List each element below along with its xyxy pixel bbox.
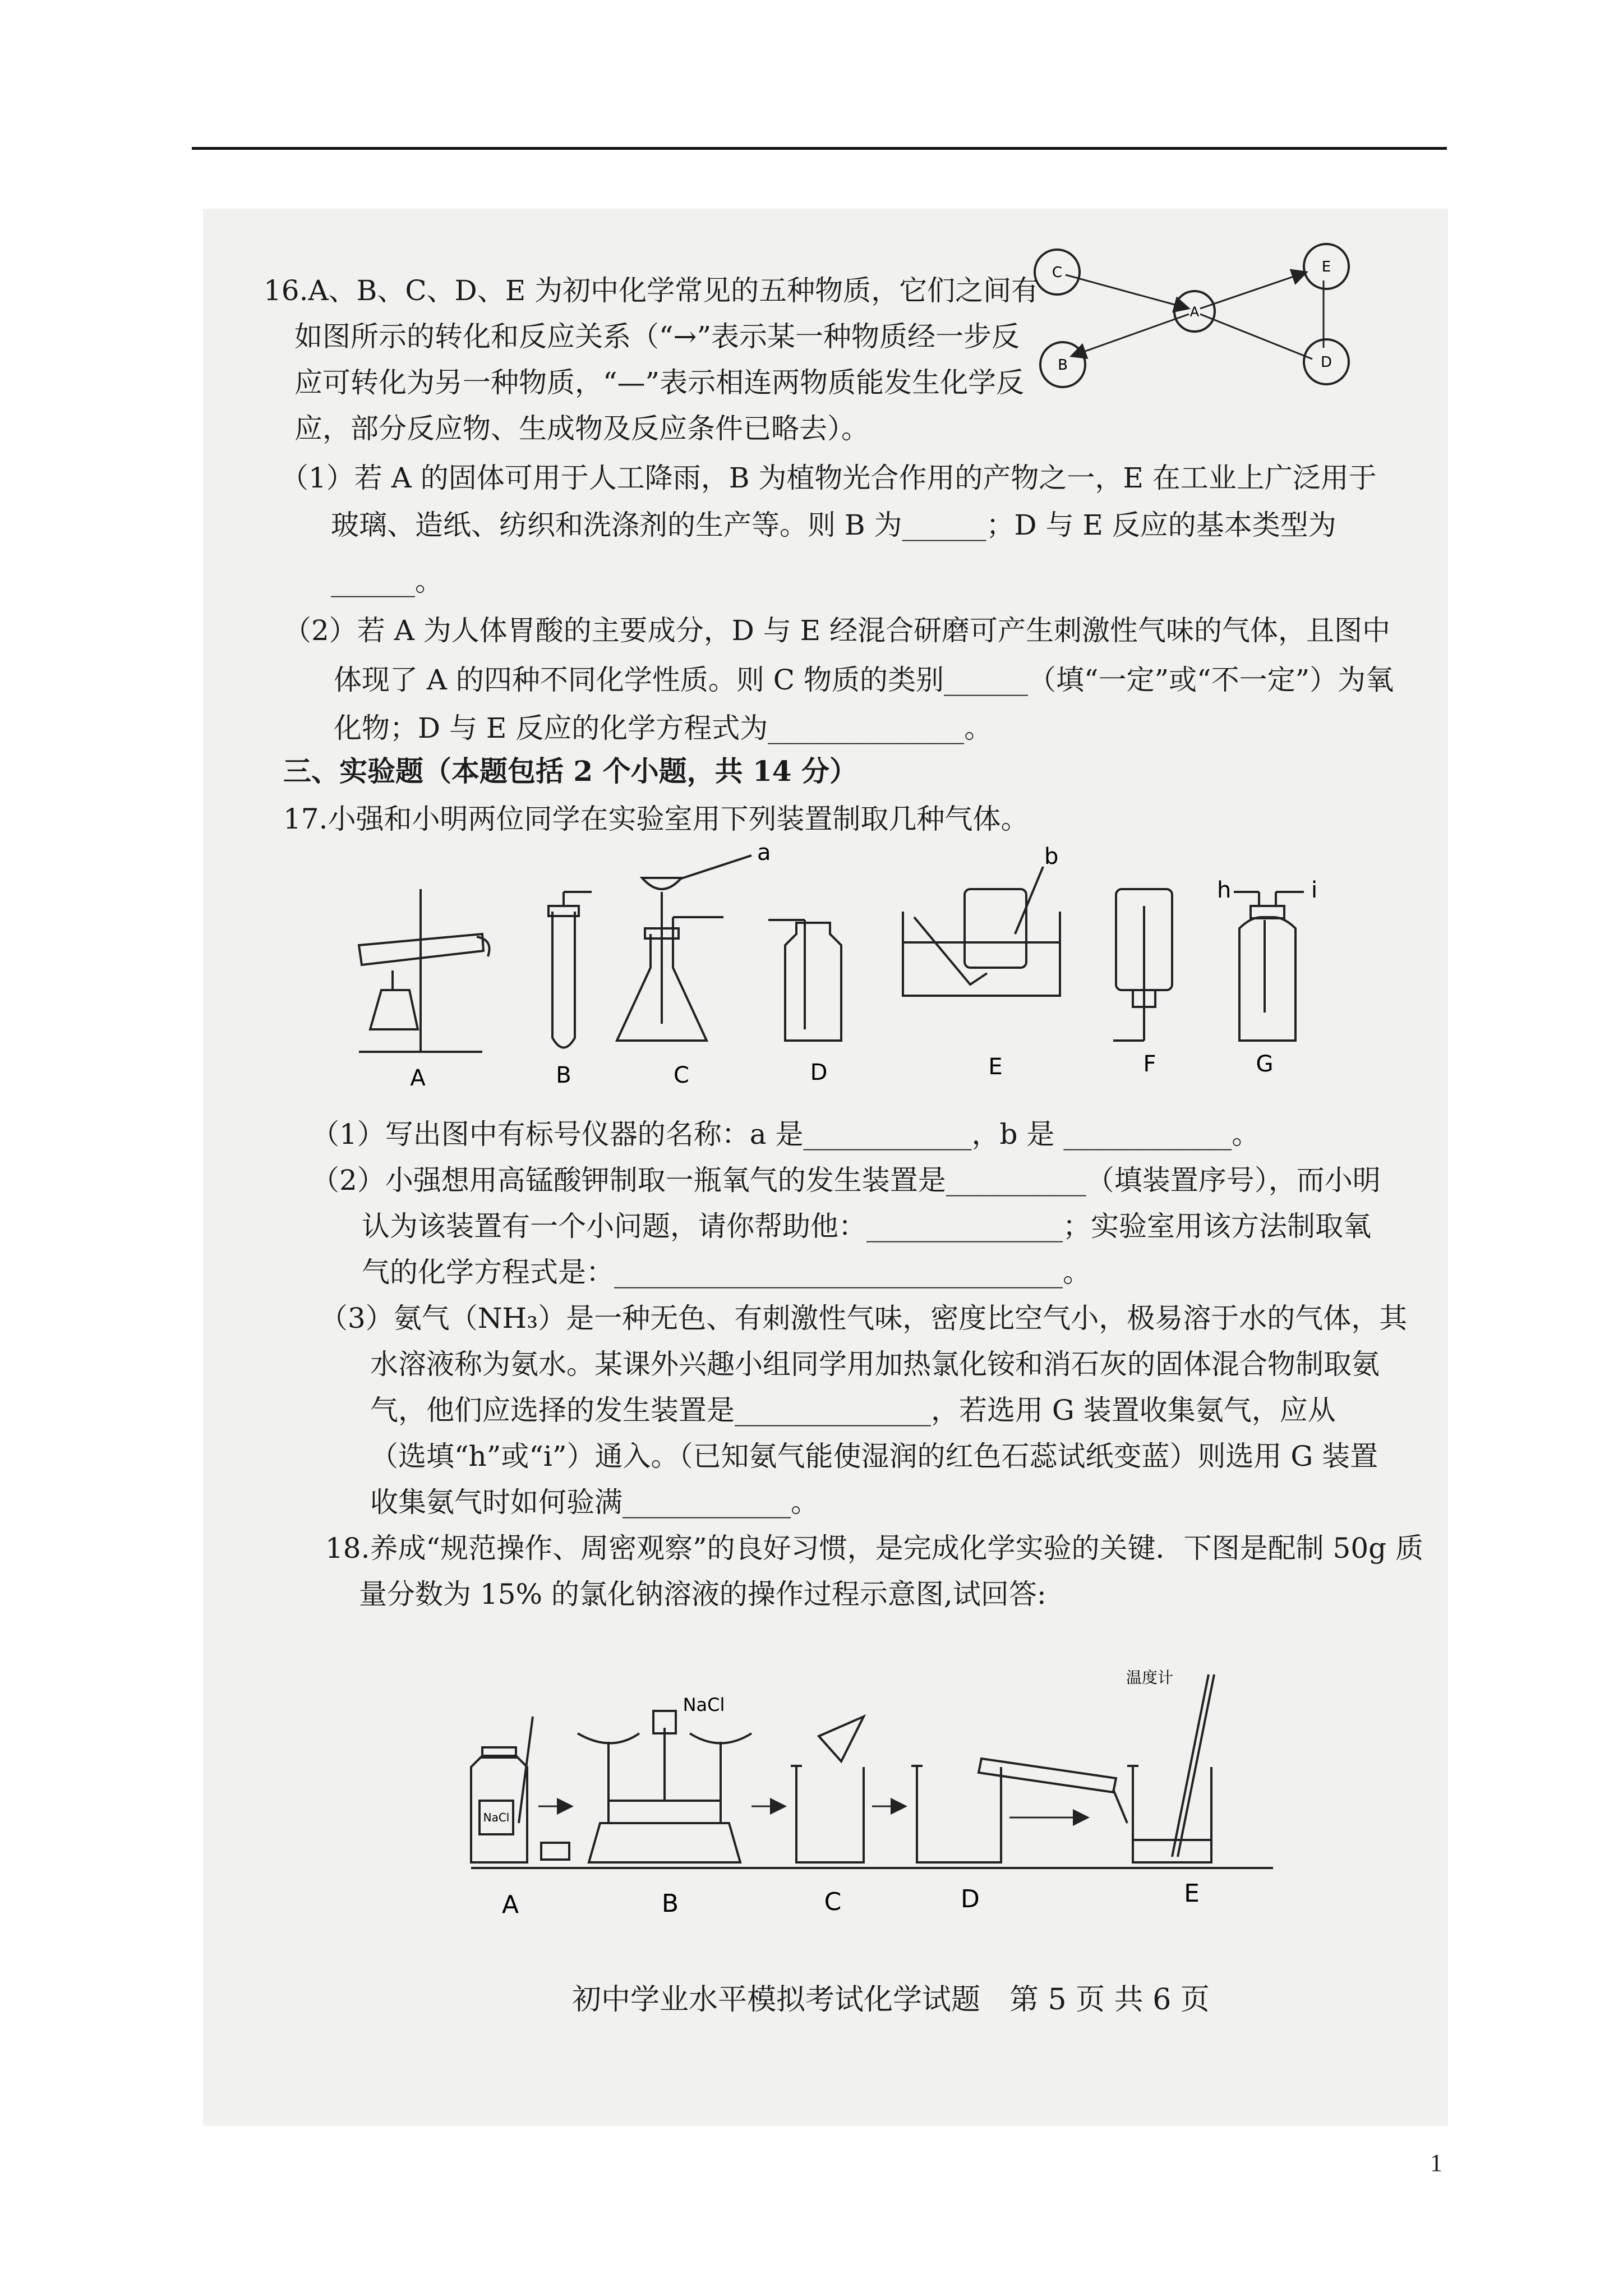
node-c [1035,250,1080,295]
q16-part1-line-1: （1）若 A 的固体可用于人工降雨，B 为植物光合作用的产物之一，E 在工业上广泛用于 [280,462,1377,494]
marker-a: a [757,844,771,866]
section-3-heading: 三、实验题（本题包括 2 个小题，共 14 分） [283,754,857,788]
apparatus-c [617,855,751,1041]
q17-part1: （1）写出图中有标号仪器的名称：a 是____________，b 是 ____________。 [311,1118,1260,1151]
beaker-c [791,1717,864,1862]
q16-part1-line-2: 玻璃、造纸、纺织和洗涤剂的生产等。则 B 为______；D 与 E 反应的基本类型为 [331,509,1336,541]
step-label-d: D [961,1885,980,1913]
label-d: D [810,1060,828,1085]
exam-footer: 初中学业水平模拟考试化学试题 第 5 页 共 6 页 [572,1983,1210,2017]
svg-text:C: C [1052,264,1063,281]
q16-line-1: 16.A、B、C、D、E 为初中化学常见的五种物质，它们之间有 [264,274,1040,307]
label-e: E [988,1054,1003,1080]
q17-part3-line-1: （3）氨气（NH₃）是一种无色、有刺激性气味，密度比空气小，极易溶于水的气体，其 [320,1302,1408,1335]
label-c: C [674,1062,689,1088]
node-d [1304,339,1349,384]
apparatus-g [1234,892,1304,1041]
q18-line-1: 18.养成“规范操作、周密观察”的良好习惯，是完成化学实验的关键．下图是配制 50g 质 [325,1532,1424,1565]
q16-part2-line-2: 体现了 A 的四种不同化学性质。则 C 物质的类别______（填“一定”或“不一定”）为氧 [334,664,1394,696]
apparatus-f [1113,889,1172,1041]
q17-part3-line-2: 水溶液称为氨水。某课外兴趣小组同学用加热氯化铵和消石灰的固体混合物制取氨 [370,1348,1380,1381]
q18-line-2: 量分数为 15% 的氯化钠溶液的操作过程示意图,试回答: [359,1578,1046,1611]
marker-b: b [1044,844,1059,869]
step-label-a: A [501,1890,519,1919]
q17-apparatus-figure [336,844,1402,1108]
q17-part2-line-2: 认为该装置有一个小问题，请你帮助他：______________；实验室用该方法制取氧 [362,1210,1371,1243]
q16-part1-line-3: ______。 [331,565,443,597]
svg-text:B: B [1058,357,1068,374]
marker-i: i [1311,877,1318,903]
label-a: A [410,1065,426,1091]
label-f: F [1143,1051,1156,1077]
step-label-e: E [1184,1879,1200,1908]
thermometer-label: 温度计 [1126,1668,1174,1687]
reagent-bottle-a [471,1717,569,1862]
balance-b [578,1711,751,1862]
bottle-label: NaCl [483,1811,510,1824]
apparatus-b [548,892,592,1048]
apparatus-d [768,920,841,1041]
q16-line-2: 如图所示的转化和反应关系（“→”表示某一种物质经一步反 [294,320,1020,353]
header-rule [192,147,1447,150]
apparatus-a [359,889,490,1052]
q17-part2-line-3: 气的化学方程式是：________________________________。 [362,1256,1091,1289]
q17-part3-line-4: （选填“h”或“i”）通入。（已知氨气能使湿润的红色石蕊试纸变蓝）则选用 G 装置 [370,1440,1378,1473]
page-number: 1 [1430,2149,1442,2177]
q17-part2-line-1: （2）小强想用高锰酸钾制取一瓶氧气的发生装置是__________（填装置序号），而小明 [311,1164,1381,1197]
beaker-d [911,1759,1127,1862]
svg-text:E: E [1321,259,1331,275]
svg-text:D: D [1320,354,1332,371]
q16-line-3: 应可转化为另一种物质，“—”表示相连两物质能发生化学反 [294,366,1025,399]
q18-procedure-figure [460,1655,1335,1947]
q16-line-4: 应，部分反应物、生成物及反应条件已略去）。 [294,412,869,445]
q17-part3-line-5: 收集氨气时如何验满____________。 [370,1486,819,1519]
label-b: B [556,1062,571,1088]
q17-intro: 17.小强和小明两位同学在实验室用下列装置制取几种气体。 [283,803,1029,835]
step-label-c: C [824,1888,842,1916]
beaker-e [1127,1674,1214,1862]
label-g: G [1256,1051,1274,1077]
nacl-label: NaCl [683,1694,725,1715]
q16-relation-diagram [1021,241,1368,404]
q17-part3-line-3: 气，他们应选择的发生装置是______________，若选用 G 装置收集氨气，应从 [370,1394,1336,1427]
node-e [1304,244,1349,289]
svg-text:A: A [1189,304,1200,320]
q16-part2-line-1: （2）若 A 为人体胃酸的主要成分，D 与 E 经混合研磨可产生刺激性气味的气体，且图中 [283,614,1390,647]
node-b [1040,342,1085,387]
apparatus-e [903,867,1060,996]
marker-h: h [1217,877,1232,903]
q16-part2-line-3: 化物；D 与 E 反应的化学方程式为______________。 [334,712,993,744]
step-label-b: B [661,1889,679,1918]
node-a [1174,291,1215,332]
